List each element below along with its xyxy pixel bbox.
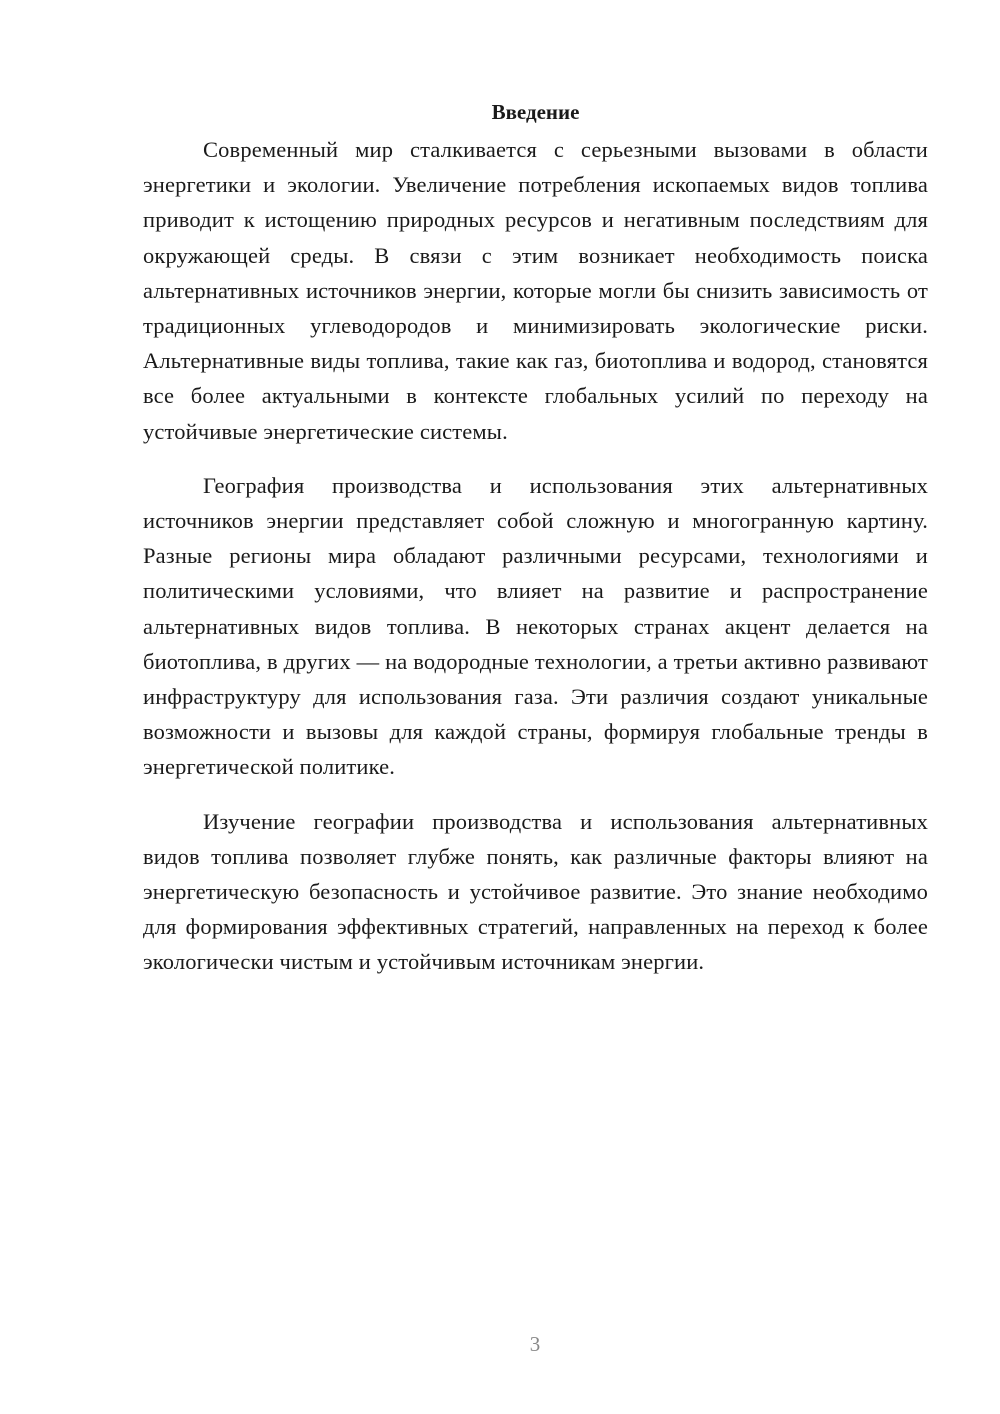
page-number: 3	[529, 1332, 541, 1356]
paragraph-2: География производства и использования этих альтернативных источников энергии представляет собой сложную и многогранную картину. Разные регионы мира обладают различными ресурсами, технологиями и политическими условиями, что влияет на развитие и распространение альтернативных видов топлива. В некоторых странах акцент делается на биотоплива, в других — на водородные технологии, а третьи активно развивают инфраструктуру для использования газа. Эти различия создают уникальные возможности и вызовы для каждой страны, формируя глобальные тренды в энергетической политике.	[143, 472, 928, 780]
section-title: Введение	[491, 100, 580, 124]
page-content	[143, 98, 928, 999]
paragraph-1: Современный мир сталкивается с серьезными вызовами в области энергетики и экологии. Увеличение потребления ископаемых видов топлива приводит к истощению природных ресурсов и негативным последствиям для окружающей среды. В связи с этим возникает необходимость поиска альтернативных источников энергии, которые могли бы снизить зависимость от традиционных углеводородов и минимизировать экологические риски. Альтернативные виды топлива, такие как газ, биотоплива и водород, становятся все более актуальными в контексте глобальных усилий по переходу на устойчивые энергетические системы.	[143, 137, 928, 444]
paragraph-3: Изучение географии производства и использования альтернативных видов топлива позволяет глубже понять, как различные факторы влияют на энергетическую безопасность и устойчивое развитие. Это знание необходимо для формирования эффективных стратегий, направленных на переход к более экологически чистым и устойчивым источникам энергии.	[143, 808, 928, 975]
